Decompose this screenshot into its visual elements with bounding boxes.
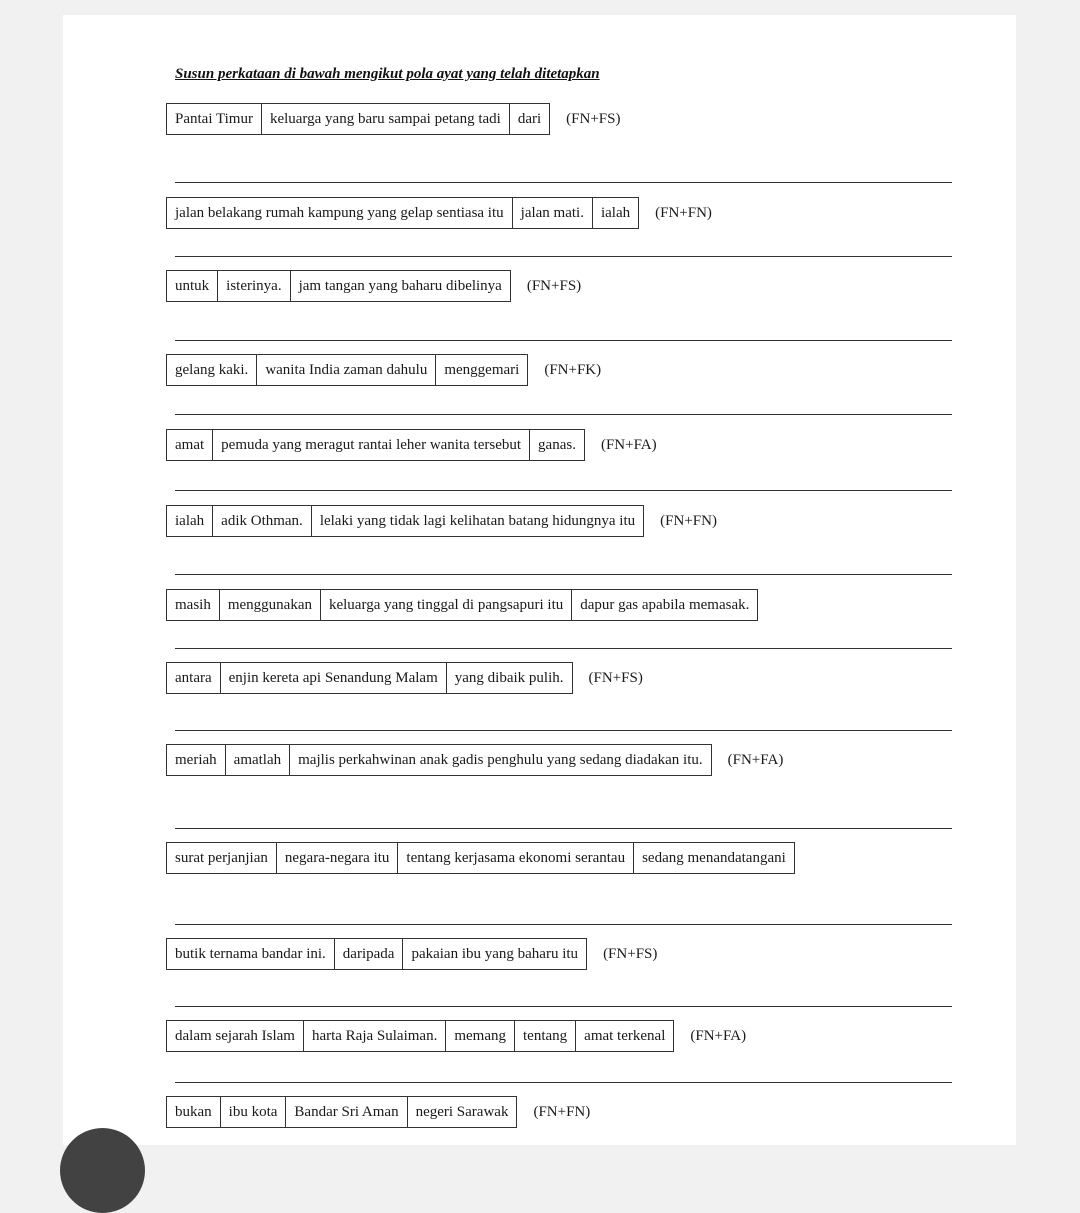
- sentence-pattern-label: (FN+FS): [566, 110, 621, 127]
- word-cell: amat terkenal: [575, 1021, 673, 1051]
- word-cell: sedang menandatangani: [633, 843, 794, 873]
- word-cell: negara-negara itu: [276, 843, 398, 873]
- answer-line[interactable]: [175, 340, 952, 341]
- word-cell: ganas.: [529, 430, 584, 460]
- exercise-row: [166, 1096, 590, 1128]
- word-cell: tentang kerjasama ekonomi serantau: [397, 843, 633, 873]
- answer-line[interactable]: [175, 828, 952, 829]
- sentence-pattern-label: (FN+FS): [603, 945, 658, 962]
- sentence-pattern-label: (FN+FA): [727, 751, 784, 768]
- word-cell: bukan: [175, 1104, 212, 1120]
- word-cell: ialah: [175, 513, 205, 529]
- avatar: [60, 1128, 145, 1213]
- word-cell: negeri Sarawak: [407, 1097, 517, 1127]
- word-box-group: [166, 354, 528, 386]
- word-box-group: [166, 938, 587, 970]
- exercise-row: [166, 744, 783, 776]
- answer-line[interactable]: [175, 924, 952, 925]
- word-box-group: [166, 270, 511, 302]
- answer-line[interactable]: [175, 574, 952, 575]
- exercise-row: [166, 197, 712, 229]
- word-cell: yang dibaik pulih.: [446, 663, 572, 693]
- word-cell: pemuda yang meragut rantai leher wanita tersebut: [212, 430, 529, 460]
- word-cell: keluarga yang tinggal di pangsapuri itu: [320, 590, 571, 620]
- word-box-group: [166, 1020, 674, 1052]
- word-cell: amatlah: [225, 745, 289, 775]
- word-cell: antara: [175, 670, 212, 686]
- word-cell: menggunakan: [219, 590, 320, 620]
- answer-line[interactable]: [175, 648, 952, 649]
- word-box-group: [166, 429, 585, 461]
- word-cell: majlis perkahwinan anak gadis penghulu yang sedang diadakan itu.: [289, 745, 710, 775]
- exercise-row: [166, 103, 620, 135]
- sentence-pattern-label: (FN+FN): [660, 512, 717, 529]
- word-cell: menggemari: [435, 355, 527, 385]
- word-cell: butik ternama bandar ini.: [175, 946, 326, 962]
- word-cell: gelang kaki.: [175, 362, 249, 378]
- word-cell: dapur gas apabila memasak.: [571, 590, 757, 620]
- exercise-row: [166, 354, 601, 386]
- word-box-group: [166, 842, 795, 874]
- exercise-row: [166, 662, 643, 694]
- word-cell: dari: [509, 104, 549, 134]
- word-box-group: [166, 1096, 517, 1128]
- word-cell: enjin kereta api Senandung Malam: [220, 663, 446, 693]
- exercise-row: [166, 842, 795, 874]
- sentence-pattern-label: (FN+FA): [600, 436, 657, 453]
- word-cell: daripada: [334, 939, 403, 969]
- word-cell: surat perjanjian: [175, 850, 268, 866]
- word-cell: jalan mati.: [512, 198, 592, 228]
- answer-line[interactable]: [175, 490, 952, 491]
- sentence-pattern-label: (FN+FN): [533, 1103, 591, 1120]
- word-cell: lelaki yang tidak lagi kelihatan batang hidungnya itu: [311, 506, 643, 536]
- answer-line[interactable]: [175, 182, 952, 183]
- word-cell: keluarga yang baru sampai petang tadi: [261, 104, 509, 134]
- answer-line[interactable]: [175, 1082, 952, 1083]
- word-cell: jalan belakang rumah kampung yang gelap sentiasa itu: [175, 205, 504, 221]
- word-cell: Bandar Sri Aman: [285, 1097, 406, 1127]
- word-cell: memang: [445, 1021, 514, 1051]
- word-cell: amat: [175, 437, 205, 453]
- word-cell: masih: [175, 597, 211, 613]
- answer-line[interactable]: [175, 730, 952, 731]
- answer-line[interactable]: [175, 256, 952, 257]
- word-cell: Pantai Timur: [175, 111, 253, 127]
- worksheet-title: Susun perkataan di bawah mengikut pola ayat yang telah ditetapkan: [175, 66, 600, 82]
- answer-line[interactable]: [175, 1006, 952, 1007]
- word-cell: isterinya.: [217, 271, 289, 301]
- sentence-pattern-label: (FN+FA): [690, 1027, 747, 1044]
- word-cell: untuk: [175, 278, 210, 294]
- exercise-row: [166, 1020, 746, 1052]
- word-cell: dalam sejarah Islam: [175, 1028, 295, 1044]
- sentence-pattern-label: (FN+FS): [526, 277, 582, 294]
- sentence-pattern-label: (FN+FS): [588, 669, 643, 686]
- word-cell: tentang: [514, 1021, 575, 1051]
- word-box-group: [166, 103, 550, 135]
- word-box-group: [166, 197, 639, 229]
- word-cell: meriah: [175, 752, 217, 768]
- word-cell: ialah: [592, 198, 638, 228]
- word-cell: adik Othman.: [212, 506, 311, 536]
- worksheet-page: [63, 15, 1016, 1145]
- answer-line[interactable]: [175, 414, 952, 415]
- word-box-group: [166, 589, 758, 621]
- exercise-row: [166, 938, 657, 970]
- word-cell: wanita India zaman dahulu: [256, 355, 435, 385]
- exercise-row: [166, 505, 717, 537]
- word-cell: ibu kota: [220, 1097, 286, 1127]
- word-cell: pakaian ibu yang baharu itu: [402, 939, 586, 969]
- exercise-row: [166, 270, 581, 302]
- word-cell: jam tangan yang baharu dibelinya: [290, 271, 510, 301]
- sentence-pattern-label: (FN+FK): [544, 361, 602, 378]
- word-box-group: [166, 744, 712, 776]
- word-box-group: [166, 662, 573, 694]
- exercise-row: [166, 589, 758, 621]
- sentence-pattern-label: (FN+FN): [655, 204, 712, 221]
- word-cell: harta Raja Sulaiman.: [303, 1021, 445, 1051]
- word-box-group: [166, 505, 644, 537]
- exercise-row: [166, 429, 657, 461]
